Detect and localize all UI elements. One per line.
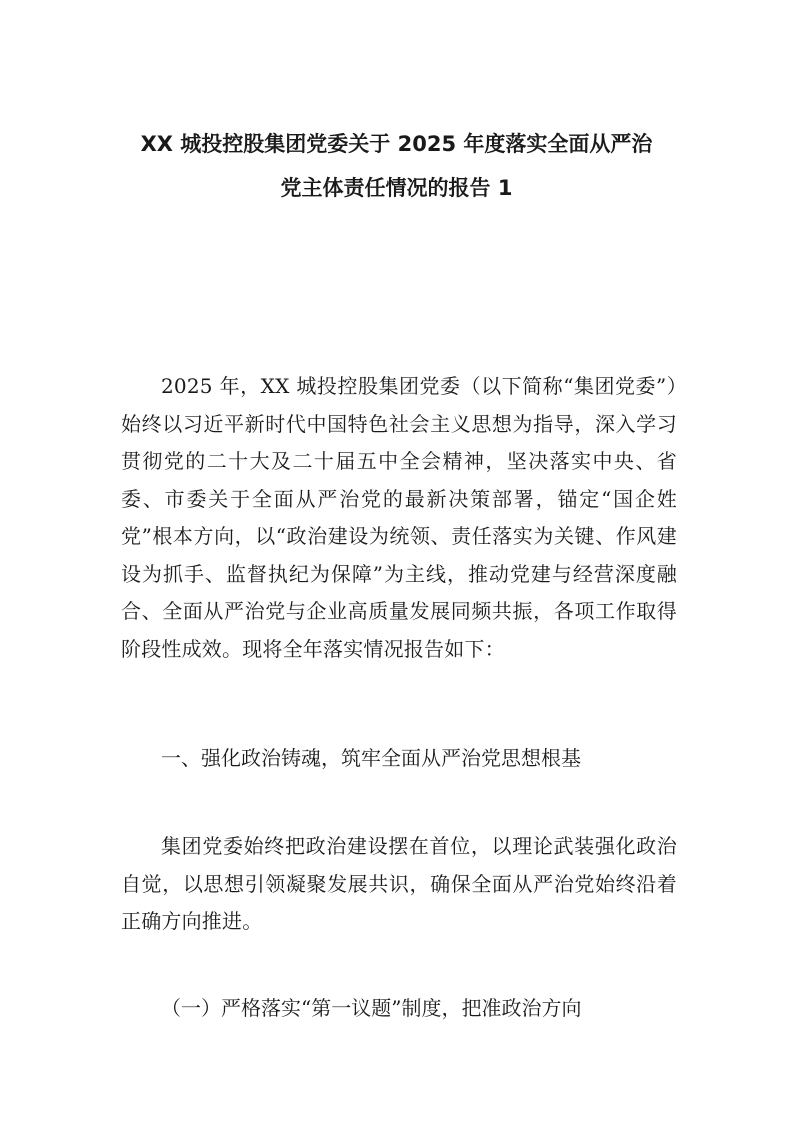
title-line-2: 党主体责任情况的报告 1 bbox=[280, 176, 513, 200]
subsection-heading-1: （一）严格落实“第一议题”制度，把准政治方向 bbox=[161, 996, 582, 1020]
section-heading-1: 一、强化政治铸魂，筑牢全面从严治党思想根基 bbox=[161, 746, 581, 770]
document-title bbox=[100, 122, 693, 210]
intro-paragraph: 2025 年，XX 城投控股集团党委（以下简称“集团党委”）始终以习近平新时代中国特色社会主义思想为指导，深入学习贯彻党的二十大及二十届五中全会精神，坚决落实中央、省委、市委关于全面从严治党的最新决策部署，锚定“国企姓党”根本方向，以“政治建设为统领、责任落实为关键、作风建设为抓手、监督执纪为保障”为主线，推动党建与经营深度融合、全面从严治党与企业高质量发展同频共振，各项工作取得阶段性成效。现将全年落实情况报告如下： bbox=[121, 374, 677, 661]
section-1-paragraph: 集团党委始终把政治建设摆在首位，以理论武装强化政治自觉，以思想引领凝聚发展共识，确保全面从严治党始终沿着正确方向推进。 bbox=[121, 834, 677, 933]
title-line-1: XX 城投控股集团党委关于 2025 年度落实全面从严治 bbox=[140, 132, 653, 156]
